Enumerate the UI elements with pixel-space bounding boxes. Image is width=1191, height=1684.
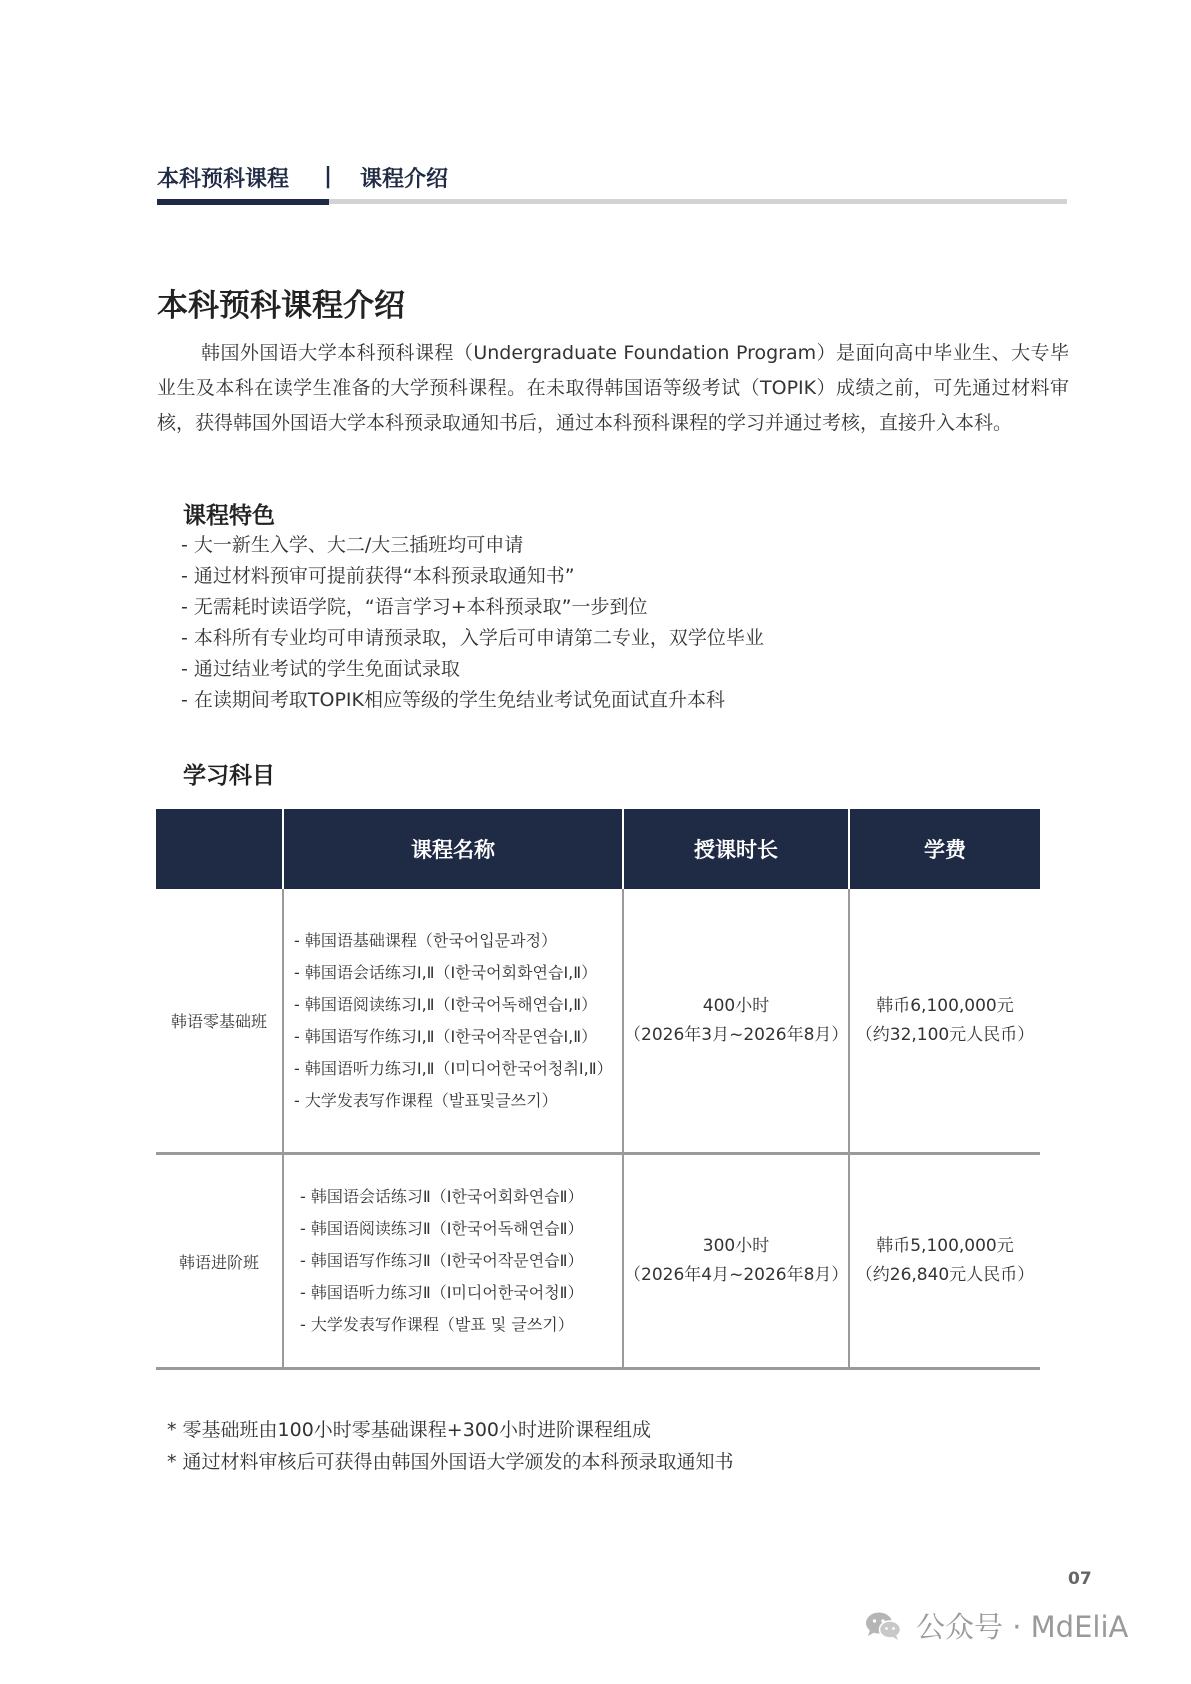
feature-item: - 大一新生入学、大二/大三插班均可申请 xyxy=(181,534,524,556)
table-header-cell: 授课时长 xyxy=(623,809,849,889)
page-number: 07 xyxy=(1068,1569,1092,1589)
course-item: - 韩国语写作练习Ⅱ（Ⅰ한국어작문연습Ⅱ） xyxy=(300,1251,584,1270)
hours-value: 300小时 xyxy=(702,1236,770,1256)
table-header-cell: 课程名称 xyxy=(283,809,623,889)
period-value: （2026年4月~2026年8月） xyxy=(624,1265,849,1285)
feature-item: - 无需耗时读语学院，“语言学习+本科预录取”一步到位 xyxy=(181,596,648,618)
page-title: 本科预科课程介绍 xyxy=(157,288,405,324)
section-title: 课程介绍 xyxy=(360,167,449,192)
hours-cell xyxy=(623,1154,849,1369)
hours-value: 400小时 xyxy=(702,995,770,1016)
fee-rmb-value: （约26,840元人民币） xyxy=(855,1265,1035,1285)
table-header-row xyxy=(156,809,1040,889)
note-item: * 零基础班由100小时零基础课程+300小时进阶课程组成 xyxy=(167,1419,651,1441)
watermark xyxy=(864,1605,1128,1646)
fee-value: 韩币6,100,000元 xyxy=(876,995,1014,1016)
course-list-cell xyxy=(283,1154,623,1369)
note-item: * 通过材料审核后可获得由韩国外国语大学颁发的本科预录取通知书 xyxy=(167,1451,734,1473)
feature-item: - 在读期间考取TOPIK相应等级的学生免结业考试免面试直升本科 xyxy=(181,689,725,711)
course-item: - 韩国语基础课程（한국어입문과정） xyxy=(294,930,558,950)
course-item: - 韩国语写作练习Ⅰ,Ⅱ（Ⅰ한국어작문연습Ⅰ,Ⅱ） xyxy=(294,1026,598,1046)
course-item: - 韩国语会话练习Ⅰ,Ⅱ（Ⅰ한국어회화연습Ⅰ,Ⅱ） xyxy=(294,962,598,982)
course-item: - 韩国语听力练习Ⅱ（Ⅰ미디어한국어청Ⅱ） xyxy=(300,1283,584,1302)
course-list-cell xyxy=(283,889,623,1154)
table-header-cell xyxy=(156,809,283,889)
course-item: - 韩国语听力练习Ⅰ,Ⅱ（Ⅰ미디어한국어청취Ⅰ,Ⅱ） xyxy=(294,1058,613,1078)
class-name-cell: 韩语零基础班 xyxy=(156,889,283,1154)
intro-paragraph: 韩国外国语大学本科预科课程（Undergraduate Foundation Program）是面向高中毕业生、大专毕业生及本科在读学生准备的大学预科课程。在未取得韩国语等级考试（TOPIK）成绩之前，可先通过材料审核，获得韩国外国语大学本科预录取通知书后，通过本科预科课程的学习并通过考核，直接升入本科。 xyxy=(157,342,1069,434)
feature-item: - 通过结业考试的学生免面试录取 xyxy=(181,658,460,680)
fee-cell xyxy=(849,889,1040,1154)
fee-rmb-value: （约32,100元人民币） xyxy=(855,1024,1035,1045)
courses-table xyxy=(156,809,1040,1370)
table-header-cell: 学费 xyxy=(849,809,1040,889)
period-value: （2026年3月~2026年8月） xyxy=(624,1024,849,1045)
hours-cell xyxy=(623,889,849,1154)
course-item: - 韩国语阅读练习Ⅱ（Ⅰ한국어독해연습Ⅱ） xyxy=(300,1219,584,1238)
fee-value: 韩币5,100,000元 xyxy=(876,1236,1014,1256)
feature-item: - 通过材料预审可提前获得“本科预录取通知书” xyxy=(181,565,575,587)
feature-item: - 本科所有专业均可申请预录取，入学后可申请第二专业，双学位毕业 xyxy=(181,627,764,649)
features-heading: 课程特色 xyxy=(183,503,275,529)
fee-cell xyxy=(849,1154,1040,1369)
class-name-cell: 韩语进阶班 xyxy=(156,1154,283,1369)
features-list xyxy=(181,530,764,716)
course-item: - 韩国语会话练习Ⅱ（Ⅰ한국어회화연습Ⅱ） xyxy=(300,1187,584,1206)
watermark-text: 公众号 · MdEliA xyxy=(916,1610,1129,1644)
header-separator: | xyxy=(324,164,333,189)
table-row xyxy=(156,889,1040,1154)
course-item: - 大学发表写作课程（발표 및 글쓰기） xyxy=(300,1315,574,1334)
wechat-icon xyxy=(864,1611,902,1641)
course-item: - 大学发表写作课程（발표및글쓰기） xyxy=(294,1090,558,1110)
course-item: - 韩国语阅读练习Ⅰ,Ⅱ（Ⅰ한국어독해연습Ⅰ,Ⅱ） xyxy=(294,994,598,1014)
notes-list xyxy=(167,1414,734,1478)
subjects-heading: 学习科目 xyxy=(183,763,275,789)
header-divider-accent xyxy=(157,199,329,205)
table-row xyxy=(156,1154,1040,1369)
breadcrumb: 本科预科课程 xyxy=(157,167,290,192)
